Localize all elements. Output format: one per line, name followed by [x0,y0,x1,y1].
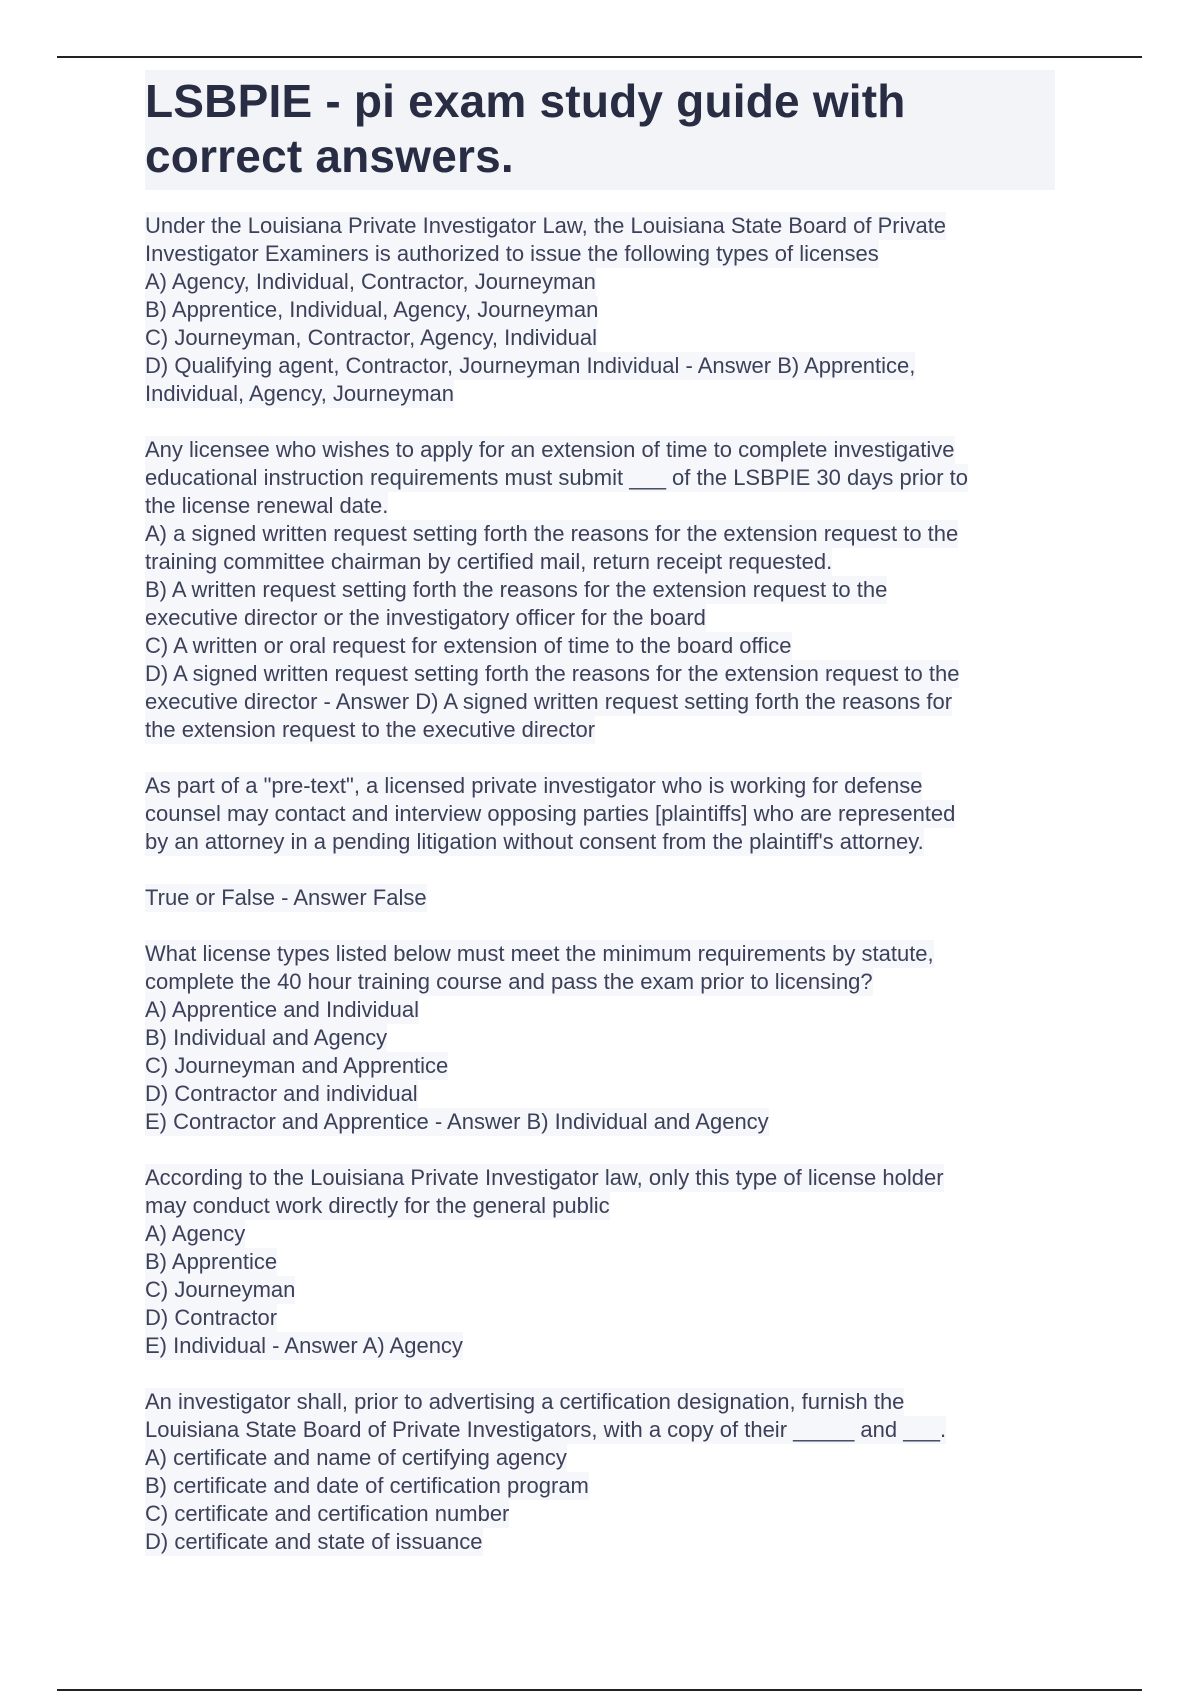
question-line: C) Journeyman, Contractor, Agency, Individual [145,325,598,350]
question-line: Under the Louisiana Private Investigator Law, the Louisiana State Board of Private [145,213,947,238]
question-block [145,940,1055,1136]
question-line: educational instruction requirements must submit ___ of the LSBPIE 30 days prior to [145,465,968,490]
question-line: executive director or the investigatory officer for the board [145,605,706,630]
question-line: A) Agency, Individual, Contractor, Journeyman [145,269,596,294]
question-line: As part of a "pre-text", a licensed private investigator who is working for defense [145,773,923,798]
question-line: A) a signed written request setting forth the reasons for the extension request to the [145,521,959,546]
question-line: Investigator Examiners is authorized to issue the following types of licenses [145,241,879,266]
title-line: correct answers. [145,130,514,182]
question-line: What license types listed below must meet the minimum requirements by statute, [145,941,934,966]
question-line: A) Agency [145,1221,246,1246]
question-block [145,436,1055,744]
question-line: A) certificate and name of certifying agency [145,1445,567,1470]
title-block [145,70,1055,190]
question-block [145,772,1055,856]
question-line: Any licensee who wishes to apply for an extension of time to complete investigative [145,437,955,462]
question-line: the license renewal date. [145,493,389,518]
question-line: An investigator shall, prior to advertising a certification designation, furnish the [145,1389,905,1414]
title-line: LSBPIE - pi exam study guide with [145,75,906,127]
question-line: B) certificate and date of certification program [145,1473,589,1498]
question-line: complete the 40 hour training course and pass the exam prior to licensing? [145,969,873,994]
question-line: may conduct work directly for the general public [145,1193,610,1218]
question-line: Individual, Agency, Journeyman [145,381,454,406]
question-line: E) Individual - Answer A) Agency [145,1333,463,1358]
question-line: the extension request to the executive director [145,717,596,742]
question-block [145,1388,1055,1556]
question-line: B) Apprentice [145,1249,278,1274]
question-line: E) Contractor and Apprentice - Answer B) Individual and Agency [145,1109,769,1134]
question-line: D) Contractor [145,1305,278,1330]
question-line: D) Qualifying agent, Contractor, Journeyman Individual - Answer B) Apprentice, [145,353,916,378]
top-rule [57,56,1142,58]
question-block [145,1164,1055,1360]
document-title [145,74,1055,184]
question-line: executive director - Answer D) A signed written request setting forth the reasons for [145,689,953,714]
question-list [145,212,1055,1556]
question-line: According to the Louisiana Private Investigator law, only this type of license holder [145,1165,944,1190]
bottom-rule [57,1689,1142,1691]
question-line: C) Journeyman and Apprentice [145,1053,449,1078]
question-line: True or False - Answer False [145,885,427,910]
question-line: D) certificate and state of issuance [145,1529,483,1554]
question-line: A) Apprentice and Individual [145,997,419,1022]
question-line: C) certificate and certification number [145,1501,510,1526]
question-line: counsel may contact and interview opposing parties [plaintiffs] who are represented [145,801,956,826]
document-body [145,70,1055,1584]
question-line: D) A signed written request setting forth the reasons for the extension request to the [145,661,960,686]
question-line: training committee chairman by certified mail, return receipt requested. [145,549,833,574]
question-line: Louisiana State Board of Private Investigators, with a copy of their _____ and ___. [145,1417,947,1442]
question-line: D) Contractor and individual [145,1081,418,1106]
question-block [145,884,1055,912]
question-line: B) A written request setting forth the reasons for the extension request to the [145,577,888,602]
question-line: by an attorney in a pending litigation without consent from the plaintiff's attorney. [145,829,924,854]
question-block [145,212,1055,408]
question-line: B) Apprentice, Individual, Agency, Journeyman [145,297,599,322]
question-line: C) A written or oral request for extension of time to the board office [145,633,792,658]
question-line: C) Journeyman [145,1277,296,1302]
question-line: B) Individual and Agency [145,1025,388,1050]
